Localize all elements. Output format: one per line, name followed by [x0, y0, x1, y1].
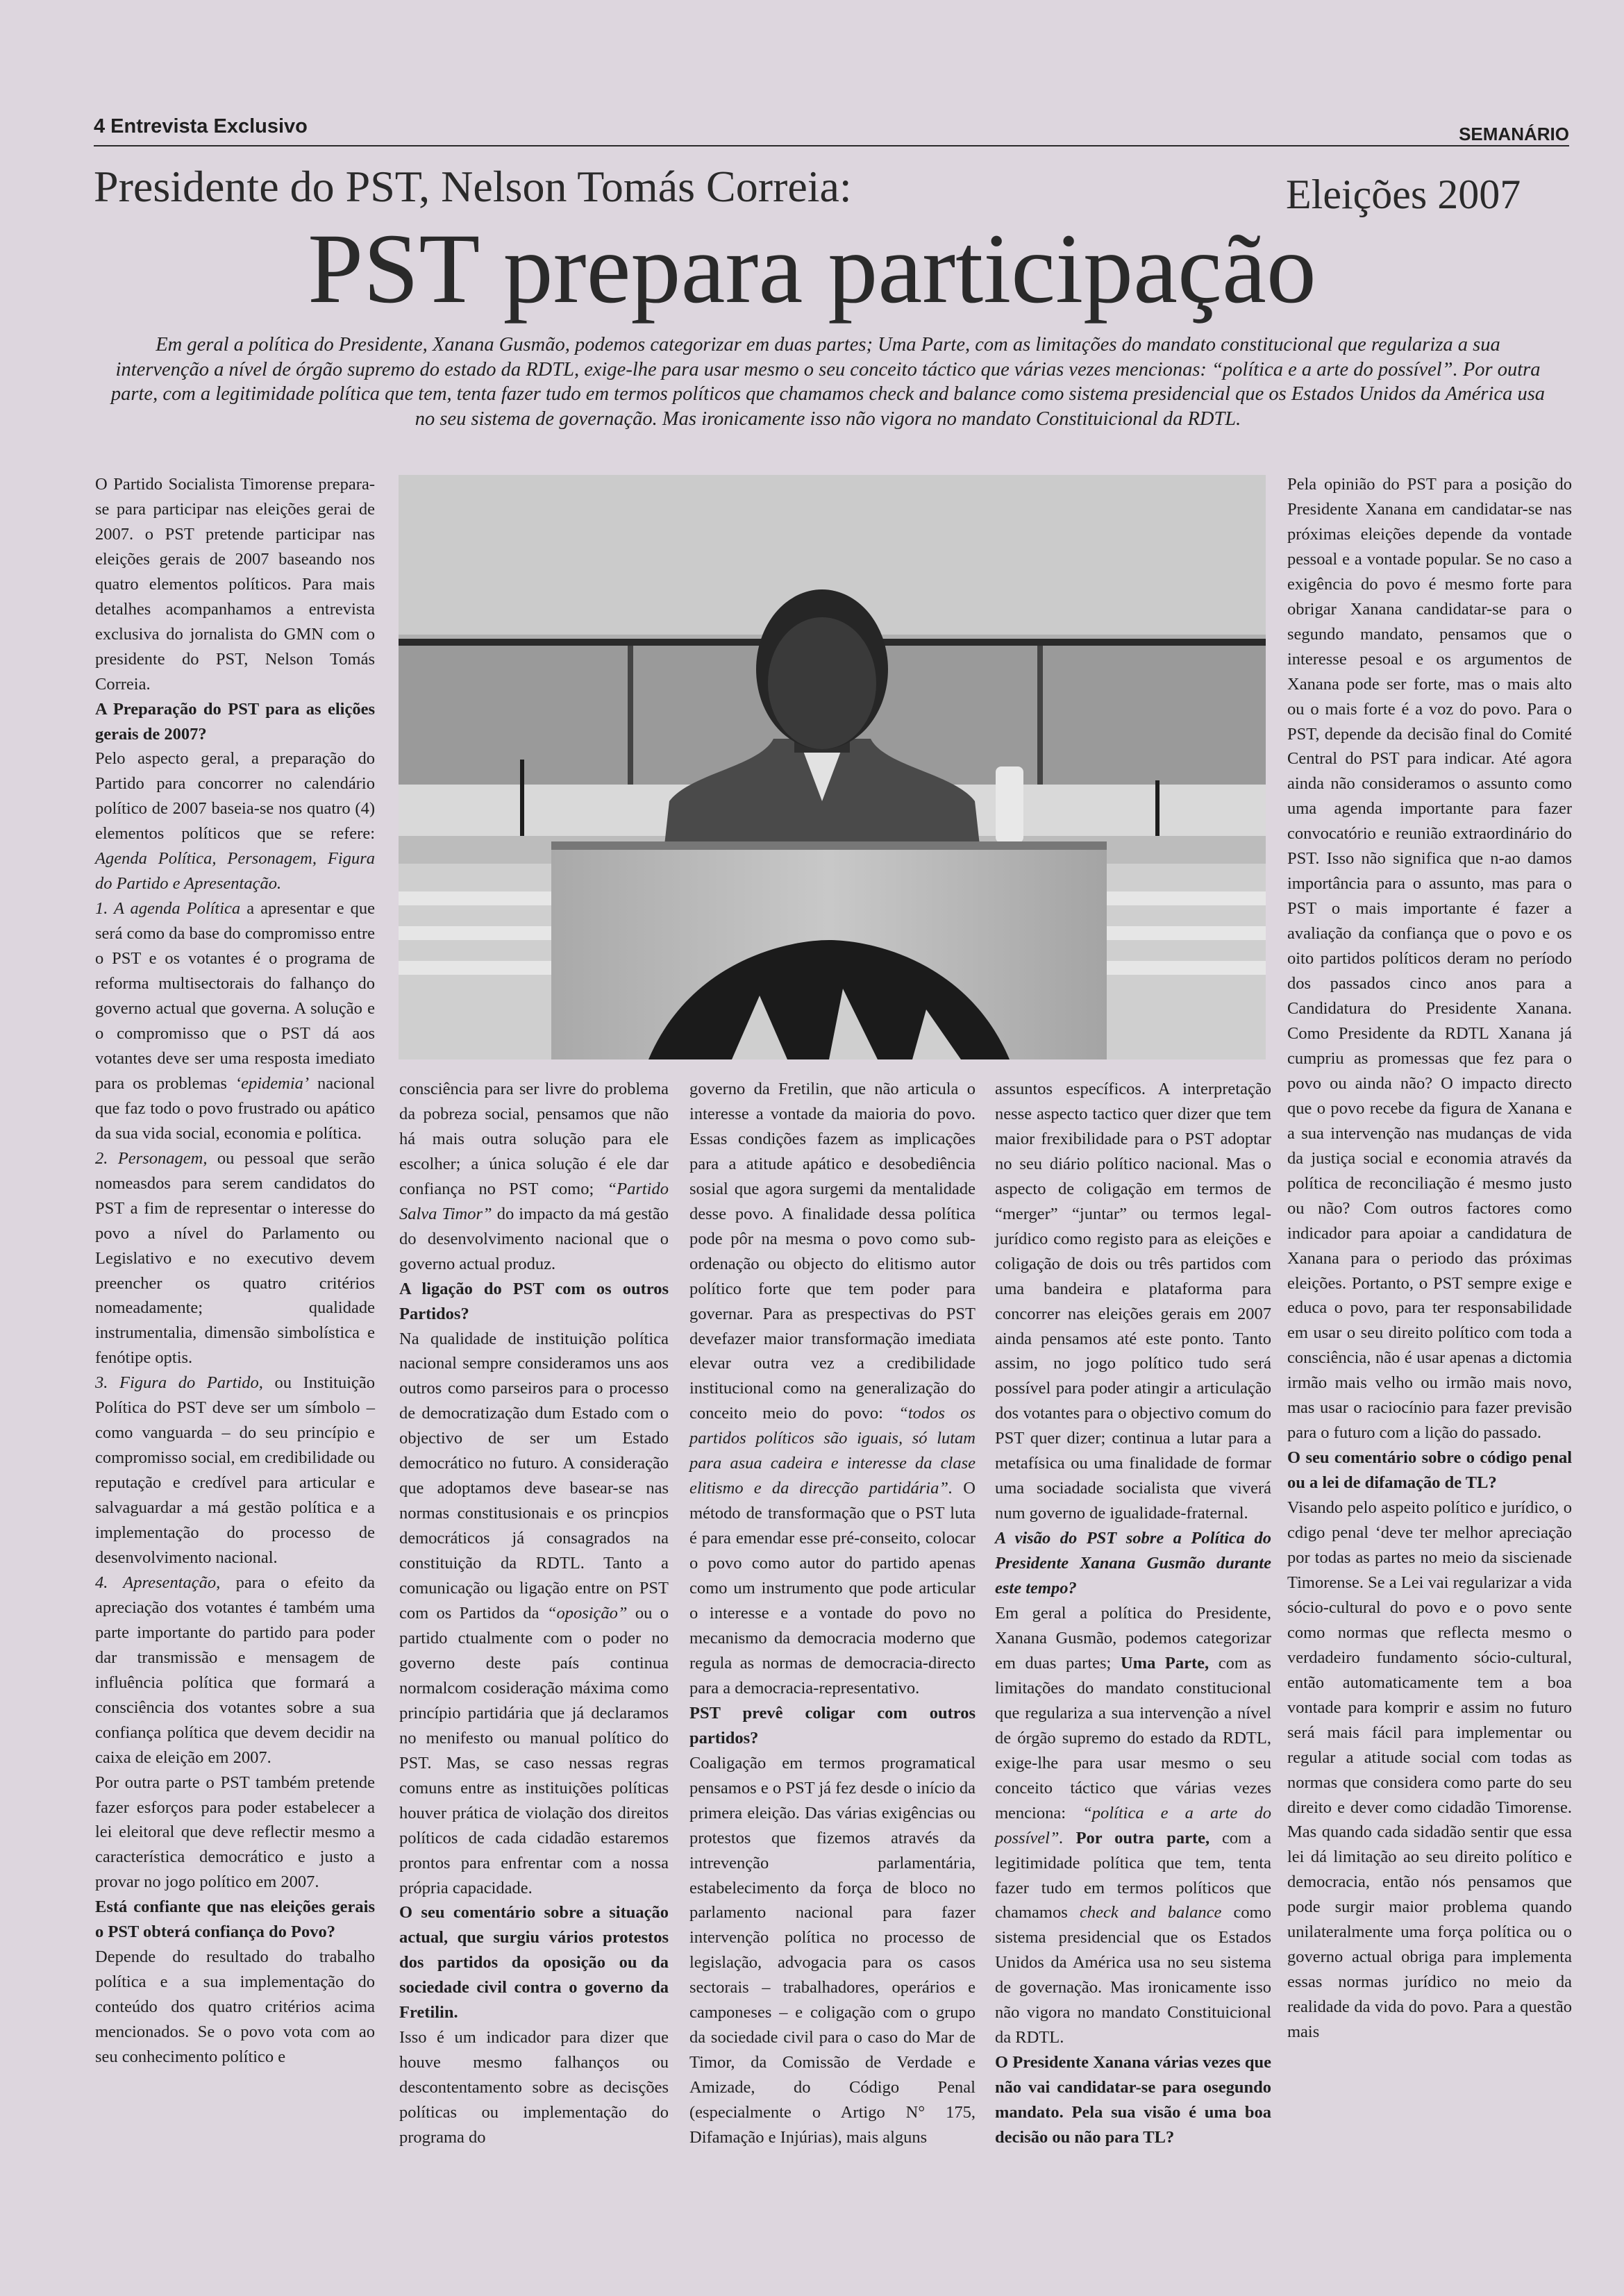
article-photo: [399, 475, 1266, 1059]
section-tag: Eleições 2007: [1286, 171, 1521, 217]
question-heading: A visão do PST sobre a Política do Presidente Xanana Gusmão durante este tempo?: [995, 1529, 1271, 1598]
paragraph: Isso é um indicador para dizer que houve mesmo falhanços ou descontentamento sobre as decisções políticas ou implementação do programa do: [399, 2028, 669, 2147]
publication-name: SEMANÁRIO: [1459, 124, 1569, 144]
paragraph: Na qualidade de instituição política nacional sempre consideramos uns aos outros como parseiros para o processo de democratização dum Estado com o objectivo de ser um Estado democrático no futuro. A consideração que adoptamos deve basear-se nas normas constitusionais e os princpios democráticos já consagrados na constituição da RDTL. Tanto a comunicação ou ligação entre on PST com os Partidos da “oposição” ou o partido ctualmente com o poder no governo deste país continua normalcom cosideração máxima como princípio partidária que já declaramos no menifesto ou manual político do PST. Mas, se caso nessas regras comuns entre as instituições políticas houver prática de violação dos direitos políticos de cada cidadão estaremos prontos para enfrentar com a nossa própria capacidade.: [399, 1329, 669, 1897]
paragraph: Pela opinião do PST para a posição do Presidente Xanana em candidatar-se nas próximas eleições depende da vontade pessoal e a vontade popular. Se no caso a exigência do povo é mesmo forte para obrigar Xanana candidatar-se para o segundo mandato, pensamos que o interesse pesoal e os argumentos de Xanana pode ser forte, mas o mais alto ou o mais forte é a voz do povo. Para o PST, depende da decisão final do Comité Central do PST para indicar. Até agora ainda não consideramos o assunto como uma agenda importante para fazer convocatório e reunião extraordinário do PST. Isso não significa que n-ao damos importância para o assunto, mas para o PST o mais importante é fazer a avaliação da confiança que o povo e os oito partidos políticos deram no período dos passados cinco anos para a Candidatura do Presidente Xanana. Como Presidente da RDTL Xanana já cumpriu as promessas que fez para o povo ou ainda não? O impacto directo que o povo recebe da figura de Xanana e a sua intervenção nas mudanças de vida da justiça social e economia através da política de reconciliação é mesmo justo ou não? Com outros factores como indicador para apoiar a candidatura de Xanana para o periodo das próximas eleições. Portanto, o PST sempre exige e educa o povo, para ter responsabilidade em usar o seu direito político com toda a consciência, não é usar apenas a dictomia irmão mais velho ou irmão mais novo, mas usar o raciocínio para fazer previsão para o futuro com a lição do passado.: [1287, 475, 1572, 1443]
question-heading: A ligação do PST com os outros Partidos?: [399, 1279, 669, 1323]
question-heading: O Presidente Xanana várias vezes que não vai candidatar-se para osegundo mandato. Pela sua visão é uma boa decisão ou não para TL?: [995, 2053, 1271, 2147]
paragraph: Depende do resultado do trabalho política e a sua implementação do conteúdo dos quatro critérios acima mencionados. Se o povo vota com ao seu conhecimento político e: [95, 1947, 375, 2067]
question-heading: O seu comentário sobre o código penal ou a lei de difamação de TL?: [1287, 1448, 1572, 1493]
article-kicker: Presidente do PST, Nelson Tomás Correia:: [94, 162, 852, 211]
column-3: [689, 1077, 976, 2150]
page-header: [94, 114, 1569, 144]
column-5: [1287, 472, 1572, 2045]
paragraph: Coaligação em termos programatical pensamos e o PST já fez desde o início da primera eleição. Das várias exigências ou protestos que fizemos através da intrevenção parlamentária, estabelecimento da força de bloco no parlamento nacional para fazer intervenção política no processo de legislação, advogacia para os casos sectorais – trabalhadores, operários e camponeses – e coligação com o grupo da sociedade civil para o caso do Mar de Timor, da Comissão de Verdade e Amizade, do Código Penal (especialmente o Artigo N° 175, Difamação e Injúrias), mais alguns: [689, 1753, 976, 2147]
question-heading: A Preparação do PST para as elições gerais de 2007?: [95, 699, 375, 744]
photo-image: [399, 475, 1266, 1059]
question-heading: O seu comentário sobre a situação actual, que surgiu vários protestos dos partidos da oposição ou da sociedade civil contra o governo da Fretilin.: [399, 1903, 669, 2022]
paragraph: 2. Personagem, ou pessoal que serão nomeasdos para serem candidatos do PST a fim de representar o interesse do povo a nível do Parlamento ou Legislativo e no executivo devem preencher os quatro critérios nomeadamente; qualidade instrumentalia, dimensão simbolística e fenótipe optis.: [95, 1148, 375, 1368]
paragraph: Pelo aspecto geral, a preparação do Partido para concorrer no calendário político de 2007 baseia-se nos quatro (4) elementos políticos que se refere: Agenda Política, Personagem, Figura do Partido e Apresentação.: [95, 749, 375, 894]
question-heading: Está confiante que nas eleições gerais o PST obterá confiança do Povo?: [95, 1897, 375, 1942]
column-1: [95, 472, 375, 2070]
paragraph: consciência para ser livre do problema da pobreza social, pensamos que não há mais outra solução para ele escolher; a única solução é ele dar confiança no PST como; “Partido Salva Timor” do impacto da má gestão do desenvolvimento nacional que o governo actual produz.: [399, 1080, 669, 1273]
paragraph: 4. Apresentação, para o efeito da apreciação dos votantes é também uma parte importante do partido para poder dar transmissão e mensagem de influência política que formará a consciência dos votantes sobre a sua confiança política que devem decidir na caixa de eleição em 2007.: [95, 1573, 375, 1767]
lead-paragraph: Em geral a política do Presidente, Xanana Gusmão, podemos categorizar em duas partes; Uma Parte, com as limitações do mandato constitucional que regulariza a sua intervenção a nível de órgão supremo do estado da RDTL, exige-lhe para usar mesmo o seu conceito táctico que várias vezes mencionas: “política e a arte do possível”. Por outra parte, com a legitimidade política que tem, tenta fazer tudo em termos políticos que chamamos check and balance como sistema presidencial que os Estados Unidos da América usa no seu sistema de governação. Mas ironicamente isso não vigora no mandato Constituicional da RDTL.: [110, 334, 1546, 430]
paragraph: assuntos específicos. A interpretação nesse aspecto tactico quer dizer que tem maior frexibilidade para o PST adoptar no seu diário político nacional. Mas o aspecto de coligação em termos de “merger” “juntar” ou termos legal-jurídico como registo para as eleições e coligação de dois ou três partidos com uma bandeira e plataforma para concorrer nas eleições gerais em 2007 ainda pensamos até este ponto. Tanto assim, no jogo político tudo será possível para poder atingir a articulação dos votantes para o objectivo comum do PST quer dizer; continua a lutar para a metafísica ou uma finalidade de formar uma sociadade socialista que viverá num governo de igualidade-fraternal.: [995, 1080, 1271, 1523]
question-heading: PST prevê coligar com outros partidos?: [689, 1703, 976, 1748]
paragraph: governo da Fretilin, que não articula o interesse a vontade da maioria do povo. Essas condições fazem as implicações para a atitude apático e desobediência sosial que agora surgemi da mentalidade desse povo. A finalidade dessa política pode pôr na mesma o povo como sub-ordenação ou objecto do elitismo autor político forte que tem poder para governar. Para as prespectivas do PST devefazer maior transformação imediata elevar outra vez a credibilidade institucional como na generalização do conceito meio do povo: “todos os partidos políticos são iguais, só lutam para asua cadeira e interesse da clase elitismo e da direcção partidária”. O método de transformação que o PST luta é para emendar esse pré-conseito, colocar o povo como autor do partido apenas como um instrumento que pode articular o interesse e a vontade do povo no mecanismo da democracia moderno que regula as normas de democracia-directo para a democracia-representativo.: [689, 1080, 976, 1698]
column-2: [399, 1077, 669, 2150]
paragraph: 3. Figura do Partido, ou Instituição Política do PST deve ser um símbolo – como vanguarda – do seu princípio e compromisso social, em credibilidade ou reputação e credível para articular e salvaguardar a má gestão política e a implementação do processo de desenvolvimento nacional.: [95, 1373, 376, 1567]
paragraph: 1. A agenda Política a apresentar e que será como da base do compromisso entre o PST e os votantes é o programa de reforma multisectorais do falhanço do governo actual que governa. A solução e o compromisso que o PST dá aos votantes deve ser uma resposta imediato para os problemas ‘epidemia’ nacional que faz todo o povo frustrado ou apático da sua vida social, economia e política.: [95, 899, 376, 1143]
paragraph: O Partido Socialista Timorense prepara-se para participar nas eleições gerai de 2007. o PST pretende participar nas eleições gerais de 2007 baseando nos quatro elementos políticos. Para mais detalhes acompanhamos a entrevista exclusiva do jornalista do GMN com o presidente do PST, Nelson Tomás Correia.: [95, 475, 375, 694]
header-rule: [94, 145, 1569, 146]
headline: PST prepara participação: [308, 214, 1316, 324]
section-label: 4 Entrevista Exclusivo: [94, 115, 308, 137]
paragraph: Por outra parte o PST também pretende fazer esforços para poder estabelecer a lei eleitoral que deve reflectir mesmo a característica democrático e justo a provar no jogo político em 2007.: [95, 1773, 375, 1892]
paragraph: Em geral a política do Presidente, Xanana Gusmão, podemos categorizar em duas partes; Uma Parte, com as limitações do mandato constitucional que regulariza a sua intervenção a nível de órgão supremo do estado da RDTL, exige-lhe para usar mesmo o seu conceito táctico que várias vezes menciona: “política e a arte do possível”. Por outra parte, com a legitimidade política que tem, tenta fazer tudo em termos políticos que chamamos check and balance como sistema presidencial que os Estados Unidos da América usa no seu sistema de governação. Mas ironicamente isso não vigora no mandato Constituicional da RDTL.: [995, 1604, 1271, 2047]
column-4: [995, 1077, 1271, 2150]
paragraph: Visando pelo aspeito político e jurídico, o cdigo penal ‘deve ter melhor apreciação por todas as partes no meio da siscienade Timorense. Se a Lei vai regularizar a vida sócio-cultural do povo e o povo sente como normas que reflecta mesmo o verdadeiro fundamento sócio-cultural, então automaticamente tem a boa vontade para komprir e assim no futuro será mais fácil para implementar ou regular a atitude social com todas as normas que considera como parte do seu direito e dever como cidadão Timorense. Mas quando cada sidadão sentir que essa lei dá limitação ao seu direito político e democracia, então nós pensamos que pode surgir maior problema quando unilateralmente uma força política ou o governo actual obriga para implementa essas normas jurídico no meio da realidade da vida do povo. Para a questão mais: [1287, 1498, 1573, 2042]
